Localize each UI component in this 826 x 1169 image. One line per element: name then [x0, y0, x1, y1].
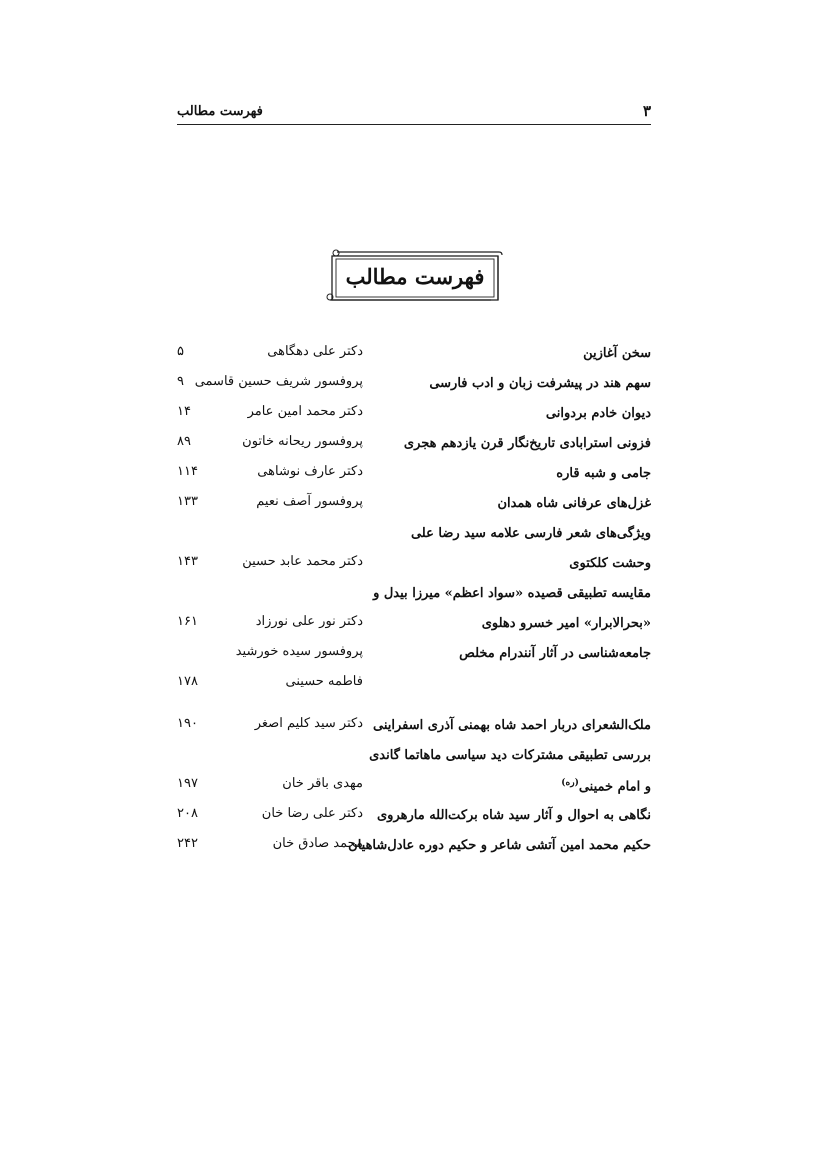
toc-page: ۱۹۷ — [177, 776, 198, 791]
toc-page: ۸۹ — [177, 434, 191, 449]
toc-title-honorific: (ره) — [561, 778, 579, 788]
toc-page: ۲۴۲ — [177, 836, 198, 851]
toc-row — [177, 490, 651, 520]
toc-title: فزونی استرابادی تاریخ‌نگار قرن یازدهم هجری — [403, 436, 651, 451]
title-scroll-frame — [325, 248, 503, 304]
toc-row — [177, 610, 651, 640]
toc-title: سهم هند در پیشرفت زبان و ادب فارسی — [429, 376, 651, 391]
toc-row — [177, 520, 651, 550]
toc-page: ۵ — [177, 344, 184, 359]
toc-author: پروفسور ریحانه خاتون — [242, 434, 363, 449]
toc-title: ویژگی‌های شعر فارسی علامه سید رضا علی — [410, 526, 651, 541]
running-title: فهرست مطالب — [177, 104, 263, 119]
page-number: ۳ — [642, 102, 651, 120]
toc-author: پروفسور شریف حسین قاسمی — [194, 374, 363, 389]
toc-row — [177, 670, 651, 712]
page-header — [177, 102, 651, 125]
toc-page: ۱۴ — [177, 404, 191, 419]
toc-page: ۹ — [177, 374, 184, 389]
toc-title: بررسی تطبیقی مشترکات دید سیاسی ماهاتما گاندی — [369, 748, 651, 763]
toc-author: پروفسور سیده خورشید — [235, 644, 363, 659]
toc-row — [177, 340, 651, 370]
toc-author: فاطمه حسینی — [285, 674, 363, 689]
toc-author: دکتر سید کلیم اصغر — [254, 716, 363, 731]
toc-page: ۲۰۸ — [177, 806, 198, 821]
toc-author: مهدی باقر خان — [282, 776, 363, 791]
toc-row — [177, 742, 651, 772]
toc-page: ۱۷۸ — [177, 674, 198, 689]
toc-row — [177, 772, 651, 802]
toc-row — [177, 712, 651, 742]
toc-title-text: و امام خمینی — [578, 779, 651, 795]
toc-page: ۱۱۴ — [177, 464, 198, 479]
toc-title: سخن آغازین — [583, 346, 651, 361]
toc-title — [561, 778, 651, 794]
toc-title: حکیم محمد امین آتشی شاعر و حکیم دوره عادل‌شاهیان — [348, 838, 651, 853]
toc-row — [177, 400, 651, 430]
toc-page: ۱۴۳ — [177, 554, 198, 569]
toc-title: «بحرالابرار» امیر خسرو دهلوی — [481, 616, 651, 631]
toc-page: ۱۳۳ — [177, 494, 198, 509]
toc-title: دیوان خادم بردوانی — [545, 406, 651, 421]
toc-author: محمد صادق خان — [272, 836, 363, 851]
toc-title: وحشت کلکتوی — [569, 556, 651, 571]
toc-title: ملک‌الشعرای دربار احمد شاه بهمنی آذری اسفراینی — [372, 718, 651, 733]
contents-title: فهرست مطالب — [345, 263, 485, 289]
toc-author: دکتر نور علی نورزاد — [255, 614, 363, 629]
toc-row — [177, 370, 651, 400]
toc-page: ۱۹۰ — [177, 716, 198, 731]
toc-row — [177, 802, 651, 832]
toc-page: ۱۶۱ — [177, 614, 198, 629]
toc-title: مقایسه تطبیقی قصیده «سواد اعظم» میرزا بیدل و — [373, 586, 651, 601]
toc-row — [177, 832, 651, 862]
table-of-contents — [177, 340, 651, 862]
toc-author: دکتر محمد امین عامر — [247, 404, 363, 419]
toc-row — [177, 580, 651, 610]
toc-author: دکتر عارف نوشاهی — [257, 464, 363, 479]
toc-author: دکتر علی دهگاهی — [267, 344, 363, 359]
toc-author: پروفسور آصف نعیم — [256, 494, 363, 509]
toc-title: جامعه‌شناسی در آثار آنندرام مخلص — [459, 646, 651, 661]
toc-row — [177, 460, 651, 490]
toc-title: نگاهی به احوال و آثار سید شاه برکت‌الله مارهروی — [377, 808, 651, 823]
toc-author: دکتر محمد عابد حسین — [242, 554, 363, 569]
toc-author: دکتر علی رضا خان — [261, 806, 363, 821]
toc-row — [177, 550, 651, 580]
toc-title: غزل‌های عرفانی شاه همدان — [497, 496, 651, 511]
toc-row — [177, 430, 651, 460]
toc-title: جامی و شبه قاره — [556, 466, 651, 481]
toc-row — [177, 640, 651, 670]
